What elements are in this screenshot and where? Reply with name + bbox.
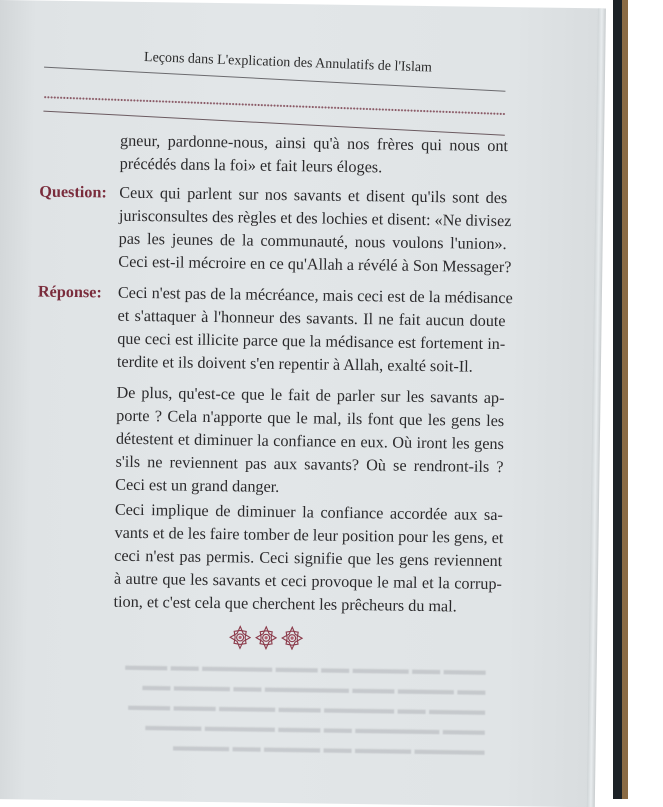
text-line: gneur, pardonne-nous, ainsi qu'à nos frères qui nous ont <box>119 131 509 156</box>
text-line: et s'attaquer à l'honneur des savants. Il ne fait aucun doute <box>117 306 506 331</box>
text-line: Ceux qui parlent sur nos savants et disent qu'ils sont des <box>119 183 508 208</box>
answer-paragraph-1 <box>116 282 513 379</box>
text-line: vants et de les faire tomber de leur position pour les gens, et <box>114 523 504 548</box>
text-line: que ceci est illicite parce que la médisance est fortement in- <box>117 329 506 354</box>
text-line: Ceci implique de diminuer la confiance accordée aux sa- <box>114 500 503 525</box>
answer-paragraph-3 <box>113 499 503 619</box>
table-surface <box>622 0 628 799</box>
show-through-text: ▬▬▬ ▬▬ ▬▬▬▬ ▬▬ ▬▬▬ ▬▬▬▬▬ ▬▬ ▬▬▬ ▬▬ ▬▬▬▬ ▬▬▬ ▬▬▬▬▬▬ ▬▬ ▬▬▬▬ ▬▬ ▬▬▬▬ ▬▬ ▬▬▬▬▬ ▬▬▬ ▬▬▬▬ ▬▬▬ ▬▬▬ ▬▬▬ ▬▬▬▬▬▬ ▬▬ ▬▬▬ ▬▬▬▬▬ ▬▬▬▬ ▬▬▬▬▬ ▬▬▬▬ ▬▬ ▬▬▬▬ ▬▬ ▬▬▬▬ <box>125 658 486 759</box>
floral-ornament-icon <box>229 625 251 649</box>
text-line: Ceci est-il mécroire en ce qu'Allah a révélé à Son Messager? <box>118 252 512 277</box>
continuation-paragraph <box>120 130 509 181</box>
text-line: jurisconsultes des règles et des lochies et disent: «Ne divisez <box>118 206 512 231</box>
answer-paragraph-2 <box>115 382 505 502</box>
text-line: pas les jeunes de la communauté, nous voulons l'union». <box>118 229 507 254</box>
question-label: Question: <box>39 182 107 202</box>
dotted-divider <box>44 96 506 116</box>
page-edge <box>587 8 606 807</box>
text-line: s'ils ne reviennent pas aux savants? Où se rendront-ils ? <box>115 452 504 477</box>
text-line: Ceci n'est pas de la mécréance, mais ceci est de la médisance <box>117 283 513 308</box>
text-line: terdite et ils doivent s'en repentir à Allah, exalté soit-Il. <box>116 352 473 376</box>
floral-ornament-icon <box>255 626 277 650</box>
text-line: à autre que les savants et ceci provoque le mal et la corrup- <box>113 569 503 594</box>
text-line: détestent et diminuer la confiance en eux. Où iront les gens <box>115 429 504 454</box>
text-line: ceci n'est pas permis. Ceci signifie que les gens reviennent <box>114 546 503 571</box>
book-cover-edge <box>613 0 622 799</box>
section-ornament <box>229 625 303 650</box>
question-paragraph <box>118 182 512 279</box>
text-line: porte ? Cela n'apporte que le mal, ils font que les gens les <box>116 406 505 431</box>
text-line: Ceci est un grand danger. <box>115 475 280 496</box>
text-line: De plus, qu'est-ce que le fait de parler sur les savants ap- <box>116 383 505 408</box>
running-header: Leçons dans L'explication des Annulatifs de l'Islam <box>143 50 433 76</box>
text-line: tion, et c'est cela que cherchent les prêcheurs du mal. <box>113 592 457 616</box>
text-line: précédés dans la foi» et fait leurs éloges. <box>119 154 383 177</box>
floral-ornament-icon <box>281 626 303 650</box>
answer-label: Réponse: <box>37 282 102 302</box>
